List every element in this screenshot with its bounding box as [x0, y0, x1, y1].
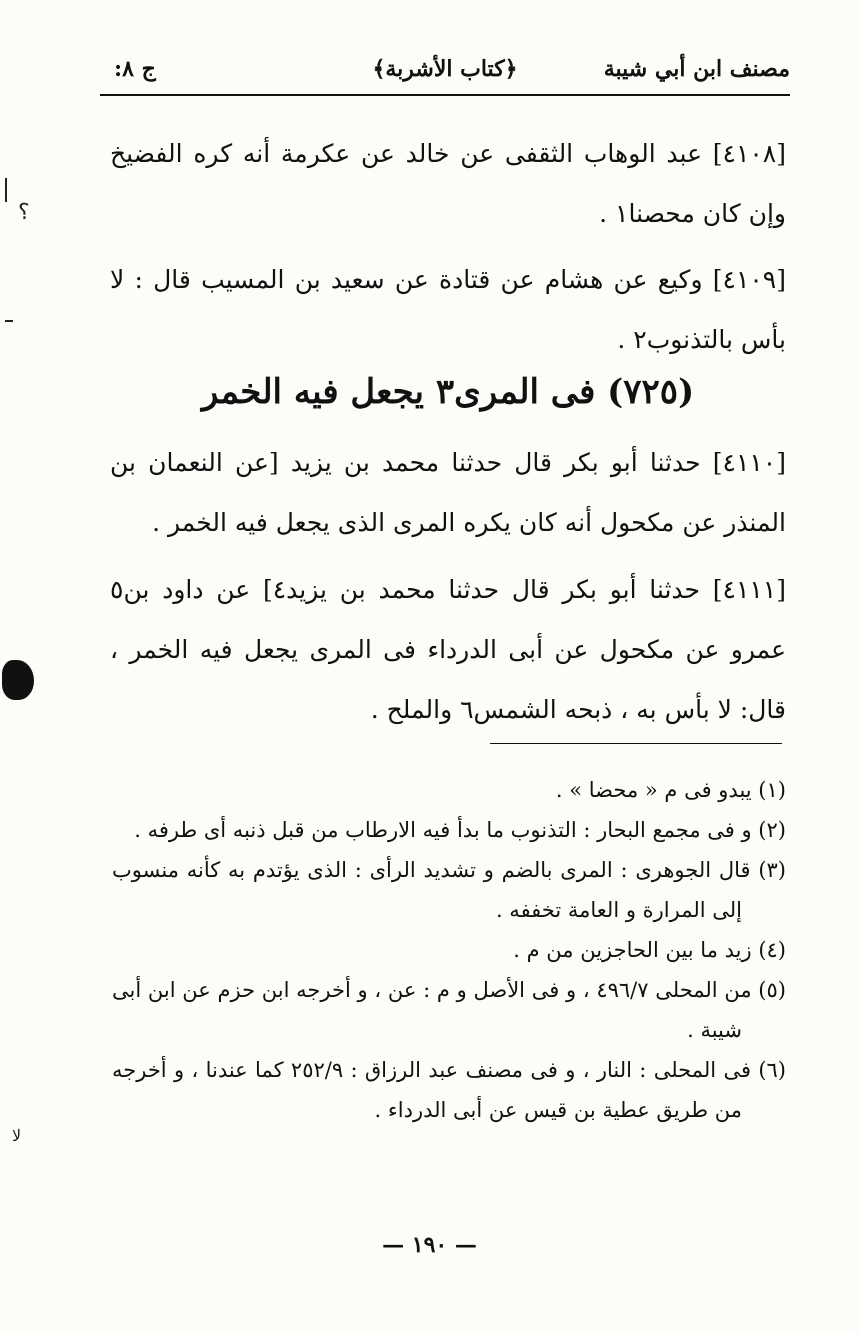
margin-line-mark [5, 178, 7, 202]
header-volume: ج ۸: [114, 56, 156, 82]
footnote-1: (١) يبدو فى م « محضا » . [555, 778, 786, 802]
section-heading: (٧٢٥) فى المرى٣ يجعل فيه الخمر [201, 372, 695, 412]
hadith-4109: [٤١٠٩] وكيع عن هشام عن قتادة عن سعيد بن المسيب قال : لا بأس بالتذنوب٢ . [110, 265, 786, 354]
margin-question-mark: ؟ [18, 200, 30, 225]
hadith-4108: [٤١٠٨] عبد الوهاب الثقفى عن خالد عن عكرمة أنه كره الفضيخ وإن كان محصنا١ . [110, 139, 786, 228]
header-book-title: مصنف ابن أبي شيبة [603, 56, 790, 82]
page-number: — ١٩٠ — [382, 1232, 477, 1258]
footnote-5: (٥) من المحلى ٤٩٦/٧ ، و فى الأصل و م : عن ، و أخرجه ابن حزم عن ابن أبى شيبة . [112, 978, 786, 1042]
margin-small-mark: ﻻ [12, 1126, 22, 1145]
footnote-3: (٣) قال الجوهرى : المرى بالضم و تشديد الرأى : الذى يؤتدم به كأنه منسوب إلى المرارة و العامة تخففه . [112, 858, 786, 922]
page-header [100, 56, 790, 96]
footnote-6: (٦) فى المحلى : النار ، و فى مصنف عبد الرزاق : ٢٥٢/٩ كما عندنا ، و أخرجه من طريق عطية بن قيس عن أبى الدرداء . [112, 1058, 786, 1122]
footnotes-list [112, 770, 786, 1130]
header-chapter-title: ﴿كتاب الأشربة﴾ [372, 56, 518, 82]
margin-tick-mark [5, 320, 13, 322]
footnote-4: (٤) زيد ما بين الحاجزين من م . [513, 938, 786, 962]
footnote-2: (٢) و فى مجمع البحار : التذنوب ما بدأ فيه الارطاب من قبل ذنبه أى طرفه . [134, 818, 786, 842]
footnote-separator [490, 743, 782, 744]
ink-blot [2, 660, 34, 700]
hadith-4111: [٤١١١] حدثنا أبو بكر قال حدثنا محمد بن يزيد٤] عن داود بن٥ عمرو عن مكحول عن أبى الدرداء فى المرى يجعل فيه الخمر ، قال: لا بأس به ، ذبحه الشمس٦ والملح . [110, 575, 786, 724]
hadith-4110: [٤١١٠] حدثنا أبو بكر قال حدثنا محمد بن يزيد [عن النعمان بن المنذر عن مكحول أنه كان يكره المرى الذى يجعل فيه الخمر . [110, 448, 786, 537]
